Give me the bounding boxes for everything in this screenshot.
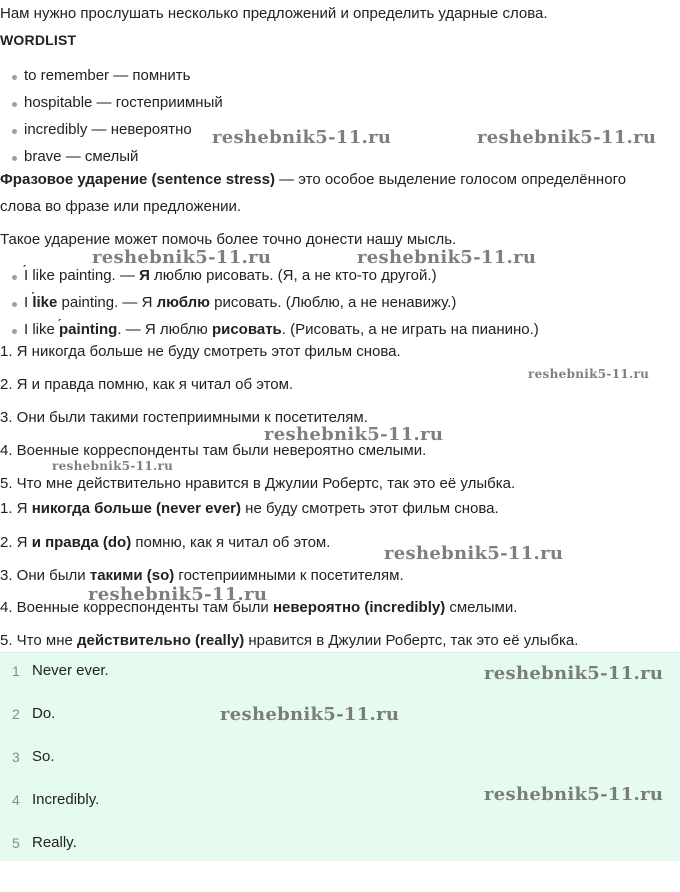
answer-number: 4 [12,792,20,808]
definition-term: Фразовое ударение (sentence stress) [0,171,275,188]
list-item: incredibly — невероятно [0,120,223,147]
example-item: ́ I like painting. — Я люблю рисовать. (Я, а не кто-то другой.) [0,266,539,293]
definition-rest: — это особое выделение голосом определённого [274,171,627,188]
intro-text: Нам нужно прослушать несколько предложений и определить ударные слова. [0,5,548,22]
stressed-word-ru: рисовать [211,321,282,338]
watermark: reshebnik5-11.ru [484,663,664,684]
stressed-sentence-3: 3. Они были такими (so) гостеприимными к посетителям. [0,567,404,584]
note-text: Такое ударение может помочь более точно донести нашу мысль. [0,231,457,248]
list-item: hospitable — гостеприимный [0,93,223,120]
examples-list [0,266,539,347]
watermark: reshebnik5-11.ru [92,247,272,268]
stressed-sentence-4: 4. Военные корреспонденты там были невероятно (incredibly) смелыми. [0,599,518,616]
plain-sentence-2: 2. Я и правда помню, как я читал об этом. [0,376,294,393]
plain-sentence-1: 1. Я никогда больше не буду смотреть этот фильм снова. [0,343,401,360]
stressed-word: ́ like [32,294,57,311]
answer-text: Really. [32,834,77,851]
answers-panel [0,652,680,861]
list-item: brave — смелый [0,147,223,174]
definition-line-2: слова во фразе или предложении. [0,198,242,215]
watermark: reshebnik5-11.ru [88,584,268,605]
stressed-word: ́ I [24,267,28,284]
example-item: I ́ like painting. — Я люблю рисовать. (Люблю, а не ненавижу.) [0,293,539,320]
stressed-word: ́ painting [59,321,117,338]
stressed-word-ru: люблю [156,294,210,311]
wordlist-heading: WORDLIST [0,32,77,48]
answer-number: 5 [12,835,20,851]
watermark: reshebnik5-11.ru [220,704,400,725]
stressed-sentence-5: 5. Что мне действительно (really) нравится в Джулии Робертс, так это её улыбка. [0,632,579,649]
wordlist [0,66,223,174]
watermark: reshebnik5-11.ru [52,459,174,473]
answer-text: Never ever. [32,662,109,679]
plain-sentence-4: 4. Военные корреспонденты там были невероятно смелыми. [0,442,427,459]
list-item: to remember — помнить [0,66,223,93]
watermark: reshebnik5-11.ru [264,424,444,445]
watermark: reshebnik5-11.ru [357,247,537,268]
stressed-sentence-2: 2. Я и правда (do) помню, как я читал об этом. [0,534,331,551]
definition-line-1 [0,170,626,190]
stressed-sentence-1: 1. Я никогда больше (never ever) не буду смотреть этот фильм снова. [0,500,499,517]
answer-text: Do. [32,705,56,722]
answer-number: 1 [12,663,20,679]
watermark: reshebnik5-11.ru [212,127,392,148]
watermark: reshebnik5-11.ru [528,367,650,381]
plain-sentence-5: 5. Что мне действительно нравится в Джулии Робертс, так это её улыбка. [0,475,516,492]
answer-text: Incredibly. [32,791,100,808]
answer-text: So. [32,748,55,765]
plain-sentence-3: 3. Они были такими гостеприимными к посетителям. [0,409,368,426]
watermark: reshebnik5-11.ru [384,543,564,564]
example-item: I like ́ painting. — Я люблю рисовать. (Рисовать, а не играть на пианино.) [0,320,539,347]
answer-number: 2 [12,706,20,722]
watermark: reshebnik5-11.ru [484,784,664,805]
watermark: reshebnik5-11.ru [477,127,657,148]
answer-number: 3 [12,749,20,765]
stressed-word-ru: Я [139,267,150,284]
